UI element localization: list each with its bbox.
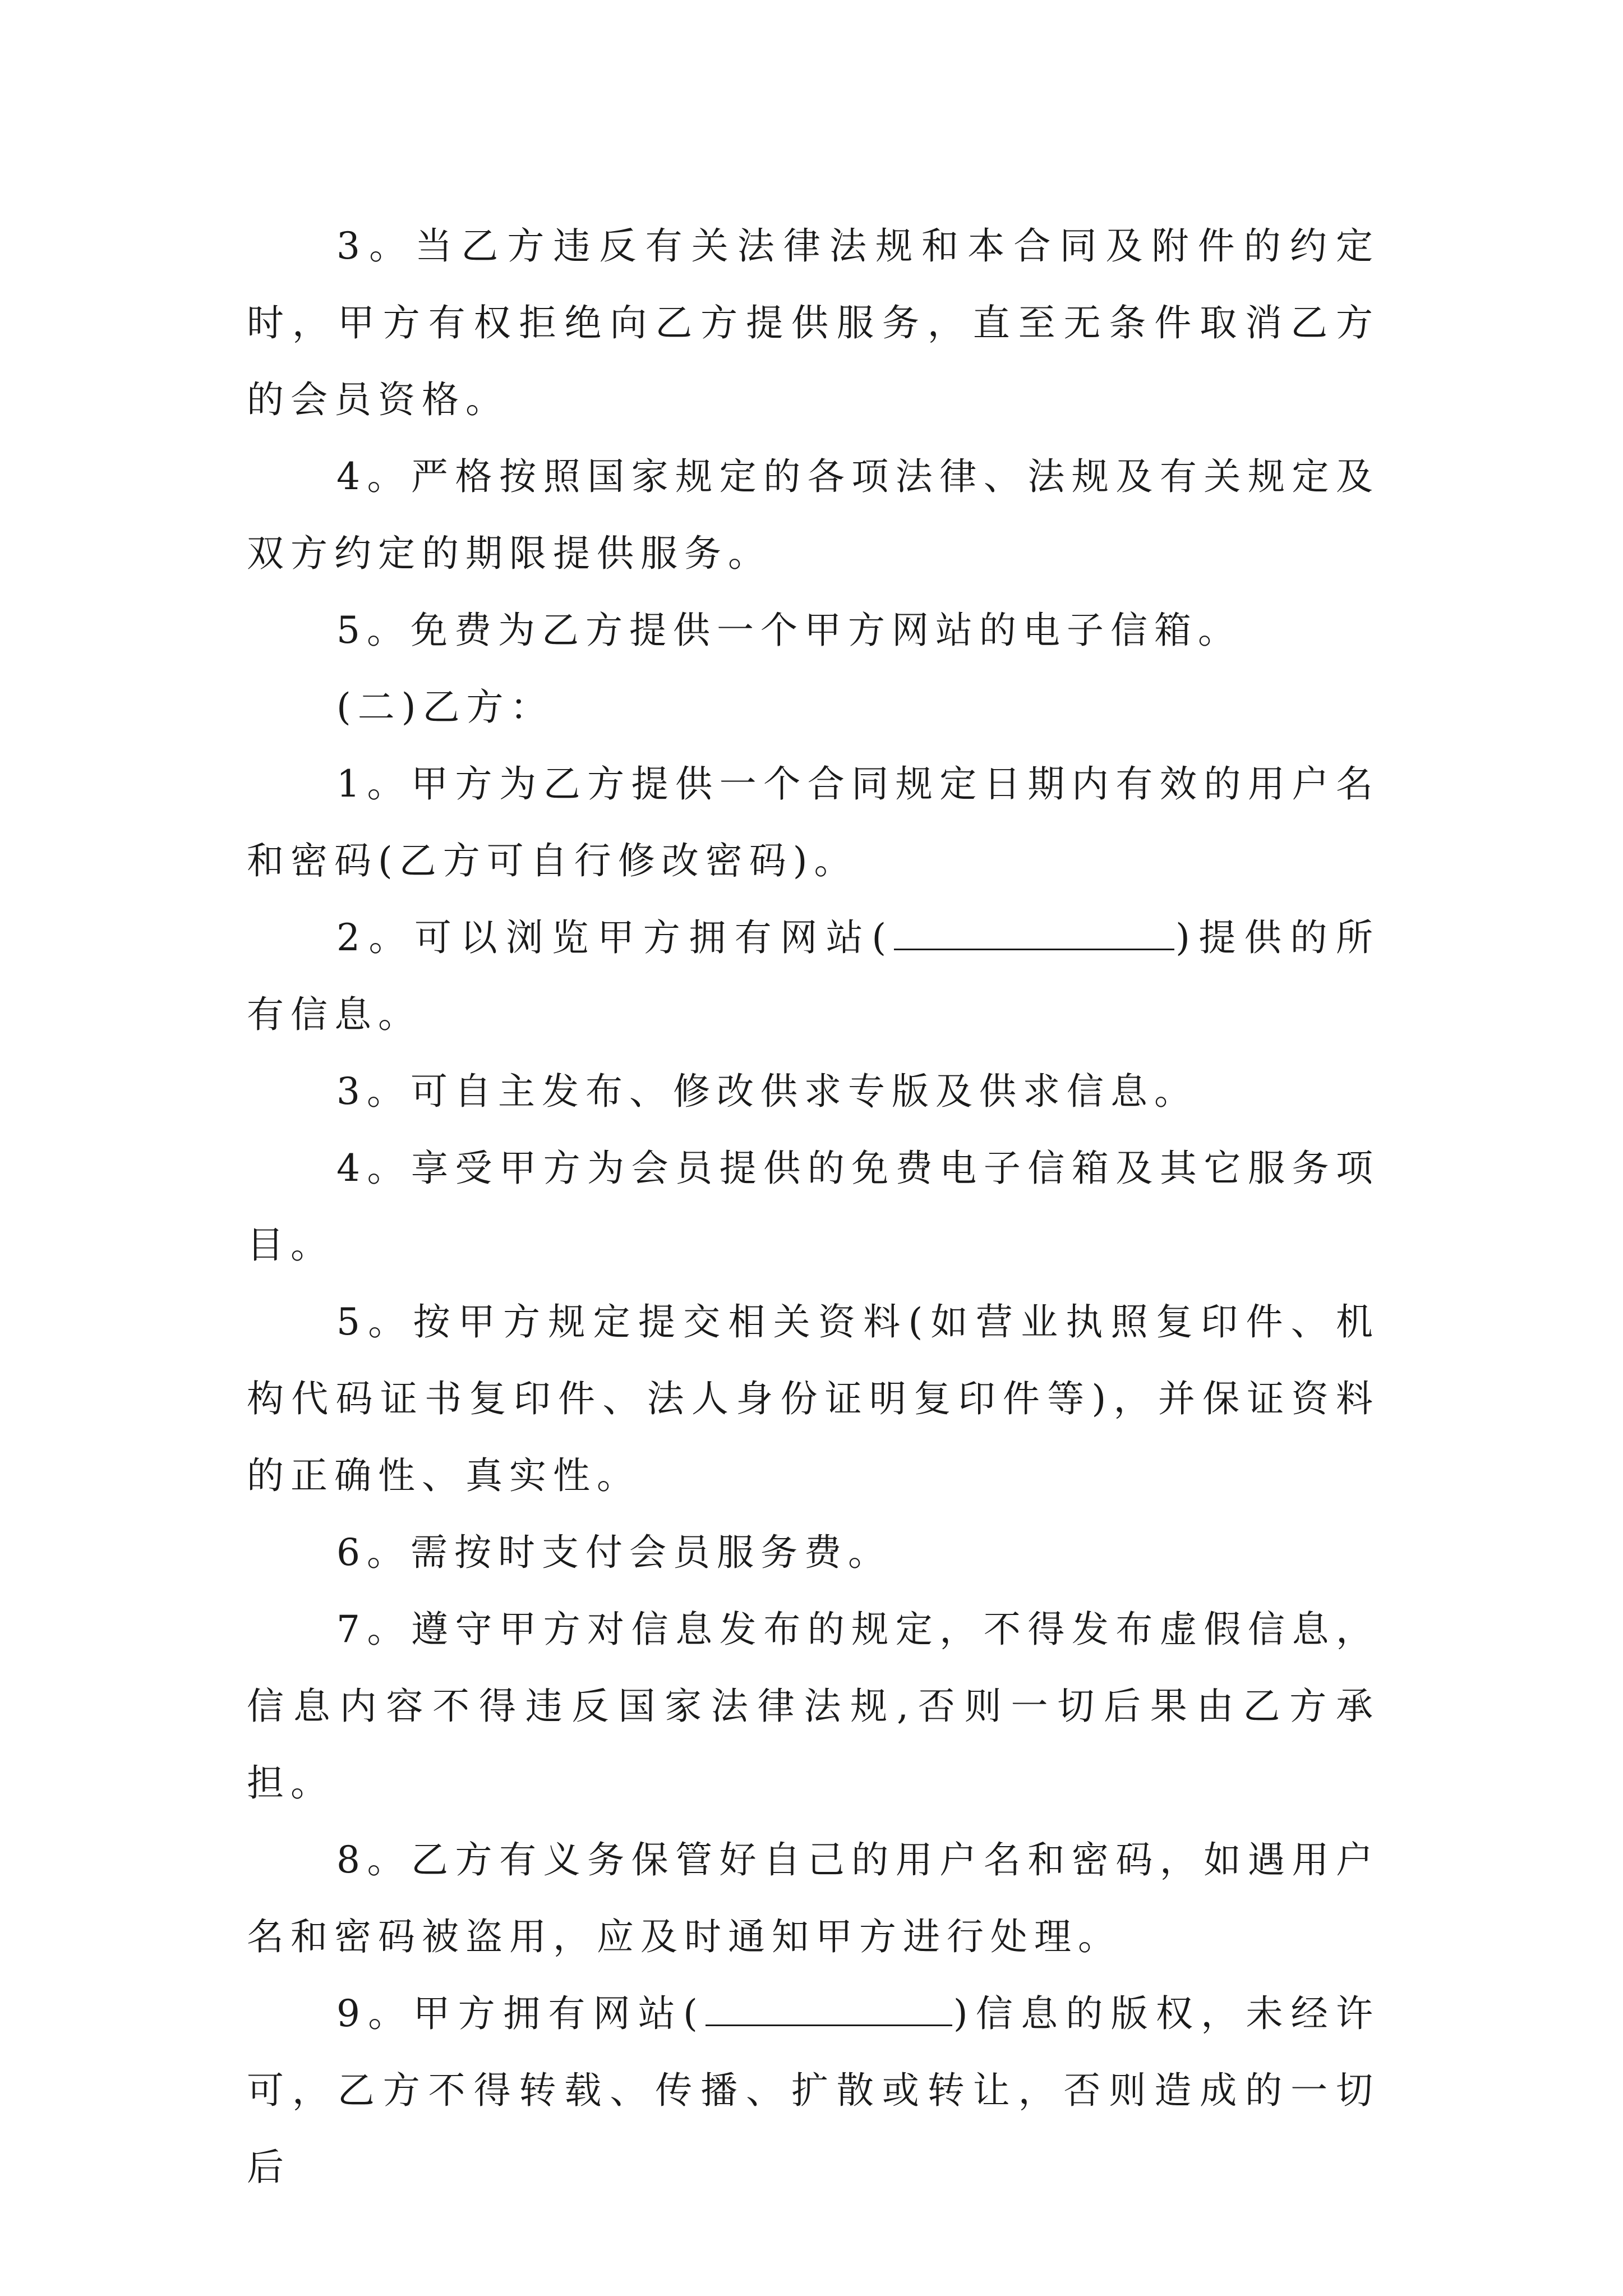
paragraph-party-a-item-3: 3。当乙方违反有关法律法规和本合同及附件的约定时，甲方有权拒绝向乙方提供服务，直至无条件取消乙方的会员资格。 — [247, 224, 1380, 421]
paragraph-text-start: 2。可以浏览甲方拥有网站( — [336, 916, 893, 959]
paragraph-party-b-item-7: 7。遵守甲方对信息发布的规定，不得发布虚假信息，信息内容不得违反国家法律法规,否则一切后果由乙方承担。 — [247, 1608, 1380, 1805]
paragraph-party-b-item-8: 8。乙方有义务保管好自己的用户名和密码，如遇用户名和密码被盗用，应及时通知甲方进行处理。 — [247, 1838, 1380, 1958]
paragraph-text-end: )信息的版权，未经许可，乙方不得转载、传播、扩散或转让，否则造成的一切后 — [247, 1992, 1380, 2189]
document-body — [247, 208, 1380, 2206]
website-blank-line — [706, 1990, 952, 2026]
section-heading-party-b: (二)乙方： — [336, 685, 554, 729]
paragraph-party-b-item-9 — [247, 1975, 1380, 2206]
paragraph-party-b-item-4: 4。享受甲方为会员提供的免费电子信箱及其它服务项目。 — [247, 1147, 1380, 1267]
paragraph-party-a-item-5: 5。免费为乙方提供一个甲方网站的电子信箱。 — [336, 609, 1242, 652]
website-blank-line — [894, 914, 1174, 950]
paragraph-text-start: 9。甲方拥有网站( — [336, 1992, 704, 2035]
paragraph-party-b-item-1: 1。甲方为乙方提供一个合同规定日期内有效的用户名和密码(乙方可自行修改密码)。 — [247, 762, 1380, 882]
paragraph-party-a-item-4: 4。严格按照国家规定的各项法律、法规及有关规定及双方约定的期限提供服务。 — [247, 455, 1380, 575]
paragraph-text-end: )提供的所有信息。 — [247, 916, 1380, 1036]
paragraph-party-b-item-5: 5。按甲方规定提交相关资料(如营业执照复印件、机构代码证书复印件、法人身份证明复印件等)，并保证资料的正确性、真实性。 — [247, 1300, 1380, 1497]
paragraph-party-b-item-6: 6。需按时支付会员服务费。 — [336, 1531, 892, 1574]
paragraph-party-b-item-2 — [247, 899, 1380, 1053]
paragraph-party-b-item-3: 3。可自主发布、修改供求专版及供求信息。 — [336, 1070, 1198, 1113]
